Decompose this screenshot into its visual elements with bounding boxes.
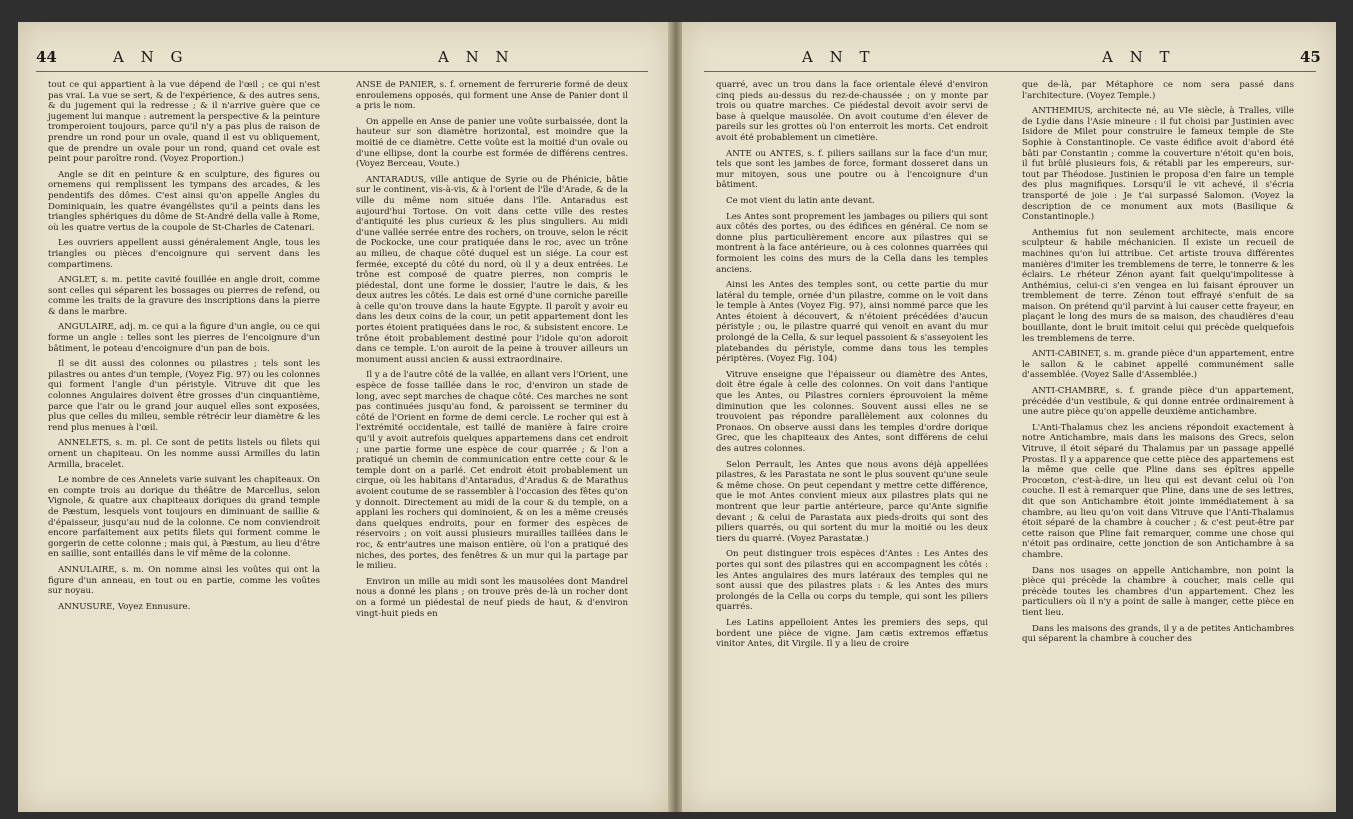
paragraph: On appelle en Anse de panier une voûte surbaissée, dont la hauteur sur son diamètre horizontal, est moindre que la moitié de ce diamètre. Cette voûte est la moitié d'un ovale ou d'une ellipse, dont la courbe est formée de différens centres. (Voyez Berceau, Voute.) (356, 116, 628, 170)
paragraph: ANSE de PANIER, s. f. ornement de ferrurerie formé de deux enroulemens opposés, qui forment une Anse de Panier dont il a pris le nom. (356, 80, 628, 112)
left-page (18, 22, 670, 812)
paragraph: Selon Perrault, les Antes que nous avons déjà appellées pilastres, & les Parastata ne sont le plus souvent qu'une seule & même chose. On peut cependant y mettre cette différence, que le mot Antes convient mieux aux pilastres plats qui ne montrent que leur partie antérieure, parce qu'Ante signifie devant ; & celui de Parastata aux pieds-droits qui sont des piliers quarrés, ou qui sortent du mur la moitié ou les deux tiers du quarré. (Voyez Parastatæ.) (716, 459, 988, 544)
paragraph: Anthemius fut non seulement architecte, mais encore sculpteur & habile méchanicien. Il existe un recueil de machines qu'on lui attribue. Cet artiste trouva différentes manières d'imiter les tremblemens de terre, le tonnerre & les éclairs. Le rhéteur Zénon ayant fait quelqu'impolitesse à Anthémius, celui-ci s'en vengea en lui faisant éprouver un tremblement de terre. Zénon tout effrayé s'enfuit de sa maison. On prétend qu'il parvint à lui causer cette frayeur, en plaçant le long des murs de sa maison, des chaudières d'eau bouillante, dont le bruit imitoit celui qui précède quelquefois les tremblemens de terre. (1022, 227, 1294, 344)
right-running-head (682, 48, 1336, 70)
paragraph: Les Antes sont proprement les jambages ou piliers qui sont aux côtés des portes, ou des édifices en général. Ce nom se donne plus particulièrement encore aux pilastres qui se montrent à la face antérieure, ou à ces colonnes quarrées qui formoient les coins des murs de la Cella dans les temples anciens. (716, 211, 988, 275)
left-running-head (18, 48, 670, 70)
paragraph: ANTHEMIUS, architecte né, au VIe siècle, à Tralles, ville de Lydie dans l'Asie mineure : il fut choisi par Justinien avec Isidore de Milet pour construire le fameux temple de Ste Sophie à Constantinople. Ce vaste édifice avoit d'abord été bâti par Constantin ; comme la couverture n'étoit qu'en bois, il fut brûlé plusieurs fois, & rétabli par les empereurs, sur-tout par Théodose. Justinien le proposa d'en faire un temple des plus magnifiques. Lorsqu'il le vit achevé, il s'écria transporté de joie : Je t'ai surpassé Salomon. (Voyez la description de ce monument aux mots (Basilique & Constantinople.) (1022, 106, 1294, 223)
paragraph: ANTE ou ANTES, s. f. piliers saillans sur la face d'un mur, tels que sont les jambes de force, formant dosseret dans un mur mitoyen, sous une poutre ou à l'encoignure d'un bâtiment. (716, 148, 988, 191)
right-head-rule (704, 71, 1316, 72)
paragraph: quarré, avec un trou dans la face orientale élevé d'environ cinq pieds au-dessus du rez-de-chaussée ; on y monte par trois ou quatre marches. Ce piédestal devoit avoir servi de base à quelque mausolée. On avoit coutume d'en élever de pareils sur les grottes où l'on enterroit les morts. Cet endroit avoit été probablement un cimetière. (716, 80, 988, 143)
paragraph: Dans nos usages on appelle Antichambre, non point la pièce qui précède la chambre à coucher, mais celle qui précède toutes les chambres d'un appartement. Chez les particuliers où il n'y a point de salle à manger, cette pièce en tient lieu. (1022, 565, 1294, 618)
left-head-rule (36, 71, 648, 72)
paragraph: Le nombre de ces Annelets varie suivant les chapiteaux. On en compte trois au dorique du théâtre de Marcellus, selon Vignole, & quatre aux chapiteaux doriques du grand temple de Pæstum, lesquels vont toujours en diminuant de saillie & d'épaisseur, jusqu'au nud de la colonne. Ce nom conviendroit encore parfaitement aux petits filets qui forment comme le gorgerin de cette colonne ; mais qui, à Pæstum, au lieu d'être en saillie, sont entaillés dans le vif même de la colonne. (48, 475, 320, 560)
right-head-word-2: A N T (1102, 48, 1176, 66)
paragraph: Ce mot vient du latin ante devant. (726, 195, 875, 206)
right-head-word-1: A N T (802, 48, 876, 66)
paragraph: que de-là, par Métaphore ce nom sera passé dans l'architecture. (Voyez Temple.) (1022, 80, 1294, 101)
paragraph: Les Latins appelloient Antes les premiers des seps, qui bordent une pièce de vigne. Jam cætis extremos effætus vinitor Antes, dit Virgile. Il y a lieu de croire (716, 617, 988, 650)
paragraph: Environ un mille au midi sont les mausolées dont Mandrel nous a donné les plans ; on trouve près de-là un rocher dont on a formé un piédestal de neuf pieds de haut, & d'environ vingt-huit pieds en (356, 576, 628, 619)
paragraph: On peut distinguer trois espèces d'Antes : Les Antes des portes qui sont des pilastres qui en accompagnent les côtés : les Antes angulaires des murs latéraux des temples qui ne sont aussi que des pilastres plats : & les Antes des murs prolongés de la Cella ou corps du temple, qui sont les piliers quarrés. (716, 549, 988, 613)
paragraph: Il se dit aussi des colonnes ou pilastres ; tels sont les pilastres ou antes d'un temple, (Voyez Fig. 97) ou les colonnes qui forment l'angle d'un péristyle. Vitruve dit que les colonnes Angulaires doivent être grosses d'un cinquantième, parce que l'air ou le grand jour auquel elles sont exposées, plus que celles du milieu, semble rétrécir leur diamètre & les rend plus menues à l'œil. (48, 359, 320, 433)
paragraph: ANGULAIRE, adj. m. ce qui a la figure d'un angle, ou ce qui forme un angle : telles sont les pierres de l'encoignure d'un bâtiment, le poteau d'encoignure d'un pan de bois. (48, 322, 320, 354)
paragraph: ANTARADUS, ville antique de Syrie ou de Phénicie, bâtie sur le continent, vis-à-vis, & à l'orient de l'île d'Arade, & de la ville du même nom située dans l'île. Antaradus est aujourd'hui Tortose. On voit dans cette ville des restes d'antiquité les plus curieux & les plus singuliers. Au midi d'une vallée serrée entre des rochers, on trouve, selon le récit de Pockocke, une cour pratiquée dans le roc, avec un trône au milieu, de chaque côté duquel est un siége. La cour est fermée, excepté du côté du nord, où il y a deux entrées. Le trône est composé de quatre pierres, non compris le piédestal, dont une forme le dossier, l'autre le dais, & les deux autres les côtés. Le dais est orné d'une corniche pareille à celle qu'on trouve dans la haute Egypte. Il paroît y avoir eu dans les deux coins de la cour, un petit appartement dont les portes étoient pratiquées dans le roc, & subsistent encore. Le trône étoit probablement destiné pour l'idole qu'on adoroit dans ce temple. L'on auroit de la peine à trouver ailleurs un monument aussi ancien & aussi extraordinaire. (356, 174, 628, 365)
paragraph: ANNUSURE, Voyez Ennusure. (58, 601, 191, 612)
left-page-number: 44 (36, 48, 57, 66)
paragraph: L'Anti-Thalamus chez les anciens répondoit exactement à notre Antichambre, mais dans les maisons des Grecs, selon Vitruve, il étoit séparé du Thalamus par un passage appellé Prostas. Il y a apparence que cette pièce des appartemens est la même que celle que Pline dans ses épîtres appelle Procœton, c'est-à-dire, un lieu qui est devant celui où l'on couche. Il est à remarquer que Pline, dans une de ses lettres, dit que son Antichambre étoit jointe immédiatement à sa chambre, au lieu qu'on voit dans Vitruve que l'Anti-Thalamus étoit séparé de la chambre à coucher ; & c'est peut-être par cette raison que Pline fait remarquer, comme une chose qui n'étoit pas ordinaire, cette jonction de son Antichambre à sa chambre. (1022, 422, 1294, 560)
paragraph: Les ouvriers appellent aussi généralement Angle, tous les triangles ou pièces d'encoignure qui servent dans les compartimens. (48, 238, 320, 270)
paragraph: ANNULAIRE, s. m. On nomme ainsi les voûtes qui ont la figure d'un anneau, en tout ou en partie, comme les voûtes sur noyau. (48, 564, 320, 597)
paragraph: ANNELETS, s. m. pl. Ce sont de petits listels ou filets qui ornent un chapiteau. On les nomme aussi Armilles du latin Armilla, bracelet. (48, 438, 320, 470)
paragraph: Vitruve enseigne que l'épaisseur ou diamètre des Antes, doit être égale à celle des colonnes. On voit dans l'antique que les Antes, ou Pilastres corniers éprouvoient la même diminution que les colonnes. Souvent aussi elles ne se trouvoient pas répondre parallèlement aux colonnes du Pronaos. On observe aussi dans les temples d'ordre dorique Grec, que les chapiteaux des Antes, sont différens de celui des autres colonnes. (716, 369, 988, 454)
left-head-word-2: A N N (438, 48, 515, 66)
left-column-1 (48, 80, 320, 617)
paragraph: ANTI-CABINET, s. m. grande pièce d'un appartement, entre le sallon & le cabinet appellé communément salle d'assemblée. (Voyez Salle d'Assemblée.) (1022, 349, 1294, 381)
right-page-number: 45 (1300, 48, 1321, 66)
paragraph: Dans les maisons des grands, il y a de petites Antichambres qui séparent la chambre à coucher des (1022, 623, 1294, 645)
left-column-2 (356, 80, 628, 624)
paragraph: Angle se dit en peinture & en sculpture, des figures ou ornemens qui remplissent les tympans des arcades, & les pendentifs des dômes. C'est ainsi qu'on appelle Angles du Dominiquain, les quatre évangélistes qu'il a peints dans les triangles sphériques du dôme de St-André della valle à Rome, où les quatre vertus de la coupole de St-Charles de Catenari. (48, 169, 320, 233)
paragraph: ANTI-CHAMBRE, s. f. grande pièce d'un appartement, précédée d'un vestibule, & qui donne entrée ordinairement à une autre pièce qu'on appelle deuxième antichambre. (1022, 386, 1294, 418)
right-column-2 (1022, 80, 1294, 650)
right-column-1 (716, 80, 988, 655)
paragraph: ANGLET, s. m. petite cavité fouillée en angle droit, comme sont celles qui séparent les bossages ou pierres de refend, ou comme les traits de la gravure des inscriptions dans la pierre & dans le marbre. (48, 275, 320, 317)
left-head-word-1: A N G (113, 48, 189, 66)
paragraph: Ainsi les Antes des temples sont, ou cette partie du mur latéral du temple, ornée d'un pilastre, comme on le voit dans le temple à Antes (Voyez Fig. 97), ainsi nommé parce que les Antes étoient à découvert, & n'étoient précédées d'aucun péristyle ; ou, le pilastre quarré qui venoit en avant du mur prolongé de la Cella, & sur lequel passoient & s'asseyoient les platebandes du péristyle, comme dans tous les temples périptères. (Voyez Fig. 104) (716, 280, 989, 365)
right-page (682, 22, 1336, 812)
paragraph: Il y a de l'autre côté de la vallée, en allant vers l'Orient, une espèce de fosse taillée dans le roc, d'environ un stade de long, avec sept marches de chaque côté. Ces marches ne sont pas continuées jusqu'au fond, & paroissent se terminer du côté de l'Orient en forme de demi cercle. Le rocher qui est à l'extrémité occidentale, est taillé de manière à faire croire qu'il y avoit autrefois quelques appartemens dans cet endroit ; une partie forme une espèce de cour quarrée ; & l'on a pratiqué un chemin de communication entre cette cour & le temple dont on a parlé. Cet endroit étoit probablement un cirque, où les habitans d'Antaradus, d'Aradus & de Marathus avoient coutume de se rassembler à l'occasion des fêtes qu'on y donnoit. Directement au midi de la cour & du temple, on a applani les rochers qui dominoient, & on les a même creusés dans quelques endroits, pour en former des espèces de réservoirs ; on voit aussi plusieurs murailles taillées dans le roc, & entr'autres une maison entière, où l'on a pratiqué des niches, des portes, des fenêtres & un mur qui la partage par le milieu. (356, 370, 628, 572)
paragraph: tout ce qui appartient à la vue dépend de l'œil ; ce qui n'est pas vrai. La vue se sert, & de l'expérience, & des autres sens, & du jugement qui la redresse ; & il n'arrive guère que ce jugement lui manque : autrement la perspective & la peinture tromperoient toujours, parce qu'il n'y a pas plus de raison de prendre un rond pour un ovale, quand il est vu obliquement, que de prendre un ovale pour un rond, quand cet ovale est peint pour paroître rond. (Voyez Proportion.) (48, 80, 320, 165)
